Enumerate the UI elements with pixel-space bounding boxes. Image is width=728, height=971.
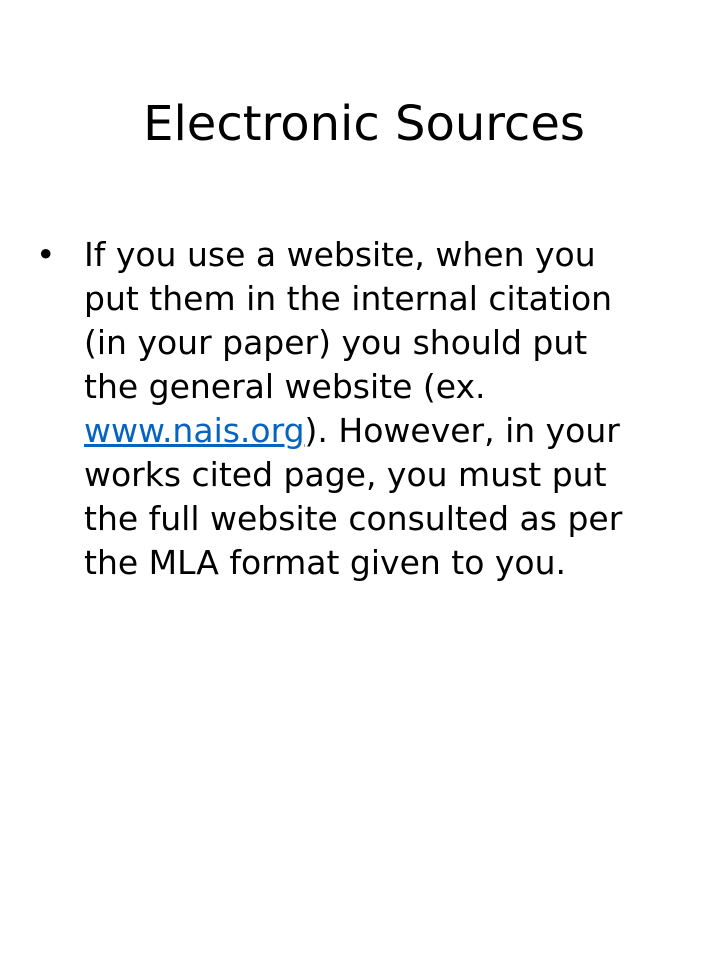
bullet-icon: • [36, 235, 56, 274]
website-link[interactable]: www.nais.org [84, 411, 305, 450]
bullet-line-3: (in your paper) you should put [84, 323, 588, 362]
bullet-line-6: works cited page, you must put [84, 455, 607, 494]
bullet-line-5 [84, 409, 696, 453]
bullet-line-2: put them in the internal citation [84, 279, 613, 318]
bullet-item [36, 233, 696, 585]
bullet-list [36, 233, 696, 585]
bullet-line-1: If you use a website, when you [84, 235, 596, 274]
bullet-line-7: the full website consulted as per [84, 499, 623, 538]
bullet-line-8: the MLA format given to you. [84, 543, 567, 582]
bullet-line-5-rest: ). However, in your [304, 411, 620, 450]
bullet-line-4: the general website (ex. [84, 367, 486, 406]
slide-title: Electronic Sources [143, 96, 585, 152]
